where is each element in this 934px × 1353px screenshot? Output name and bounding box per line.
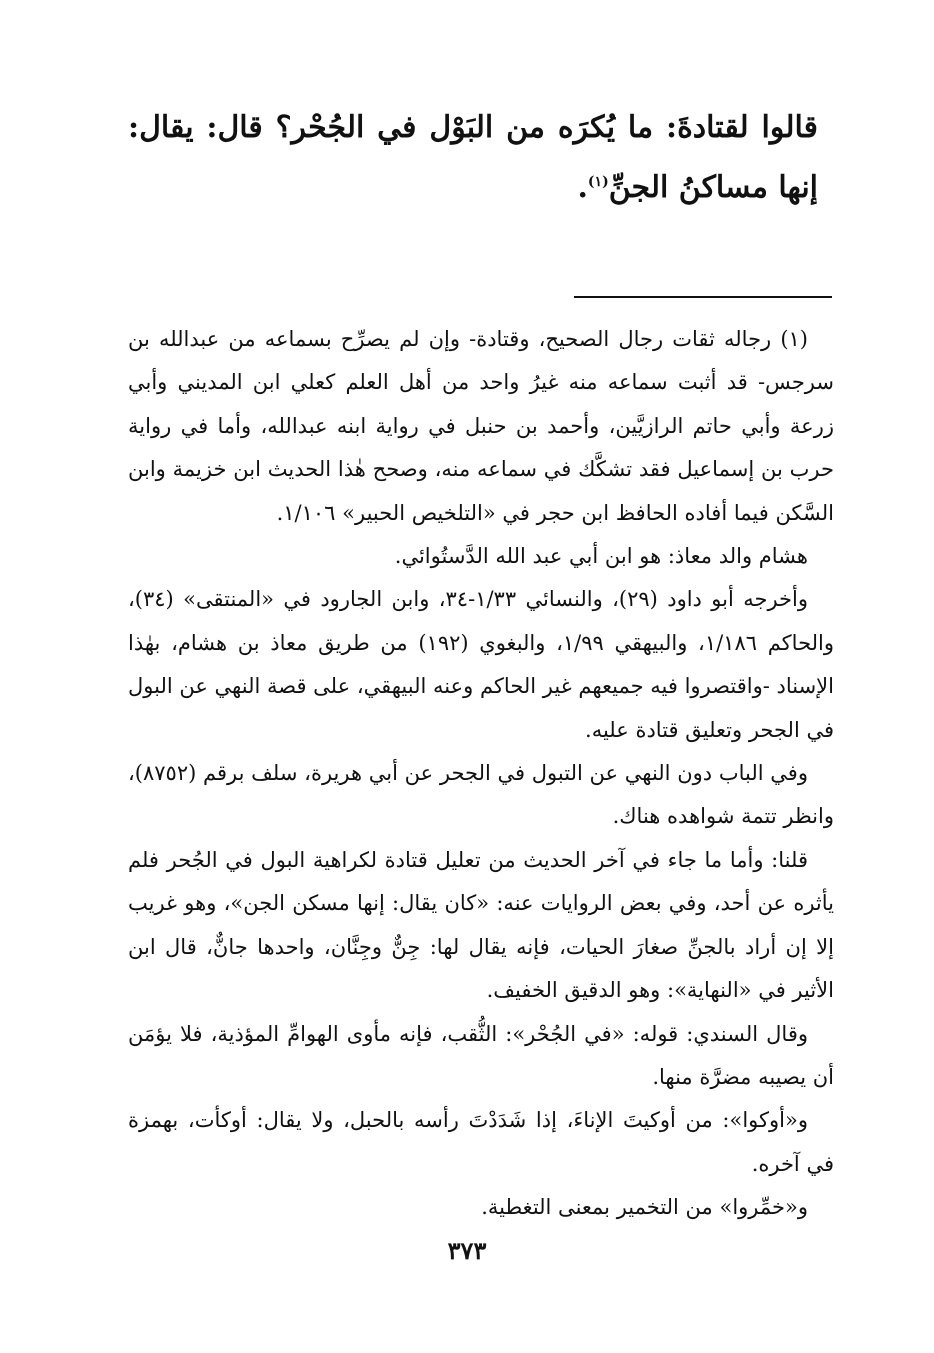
footnote-marker[interactable]: (١) [587,174,609,190]
footnote-paragraph: وأخرجه أبو داود (٢٩)، والنسائي ١/٣٣-٣٤، وابن الجارود في «المنتقى» (٣٤)، والحاكم ١/١٨٦، والبيهقي ١/٩٩، والبغوي (١٩٢) من طريق معاذ بن هشام، بهٰذا الإسناد -واقتصروا فيه جميعهم غير الحاكم وعنه البيهقي، على قصة النهي عن البول في الجحر وتعليق قتادة عليه. [128,587,835,742]
footnote-paragraph: قلنا: وأما ما جاء في آخر الحديث من تعليل قتادة لكراهية البول في الجُحر فلم يأثره عن أحد، وفي بعض الروايات عنه: «كان يقال: إنها مسكن الجن»، وهو غريب إلا إن أراد بالجنِّ صغارَ الحيات، فإنه يقال لها: جِنٌّ وجِنَّان، واحدها جانٌّ، قال ابن الأثير في «النهاية»: وهو الدقيق الخفيف. [128,847,834,1003]
main-text-end: . [577,170,588,205]
footnotes-section [128,318,834,1230]
footnote-divider [574,296,832,298]
footnote-paragraph: (١) رجاله ثقات رجال الصحيح، وقتادة- وإن لم يصرِّح بسماعه من عبدالله بن سرجس- قد أثبت سماعه منه غيرُ واحد من أهل العلم كعلي ابن المديني وأبي زرعة وأبي حاتم الرازيَّين، وأحمد بن حنبل في رواية ابنه عبدالله، وأما في رواية حرب بن إسماعيل فقد تشكَّك في سماعه منه، وصحح هٰذا الحديث ابن خزيمة وابن السَّكن فيما أفاده الحافظ ابن حجر في «التلخيص الحبير» ١/١٠٦. [128,327,834,525]
footnote-paragraph: وقال السندي: قوله: «في الجُحْر»: الثُّقب، فإنه مأوى الهوامِّ المؤذية، فلا يؤمَن أن يصيبه مضرَّة منها. [128,1021,834,1089]
footnote-paragraph: وفي الباب دون النهي عن التبول في الجحر عن أبي هريرة، سلف برقم (٨٧٥٢)، وانظر تتمة شواهده هناك. [128,761,834,829]
footnote-paragraph: و«أوكوا»: من أوكيتَ الإناءَ، إذا شَدَدْتَ رأسه بالحبل، ولا يقال: أوكأت، بهمزة في آخره. [128,1108,834,1176]
main-text-body: قالوا لقتادةَ: ما يُكرَه من البَوْل في الجُحْر؟ قال: يقال: إنها مساكنُ الجنِّ [128,110,818,205]
main-paragraph [128,98,818,218]
footnote-paragraph: هشام والد معاذ: هو ابن أبي عبد الله الدَّستُوائي. [394,544,808,569]
page-number: ٣٧٣ [447,1236,487,1265]
footnote-paragraph: و«خمِّروا» من التخمير بمعنى التغطية. [481,1195,808,1220]
